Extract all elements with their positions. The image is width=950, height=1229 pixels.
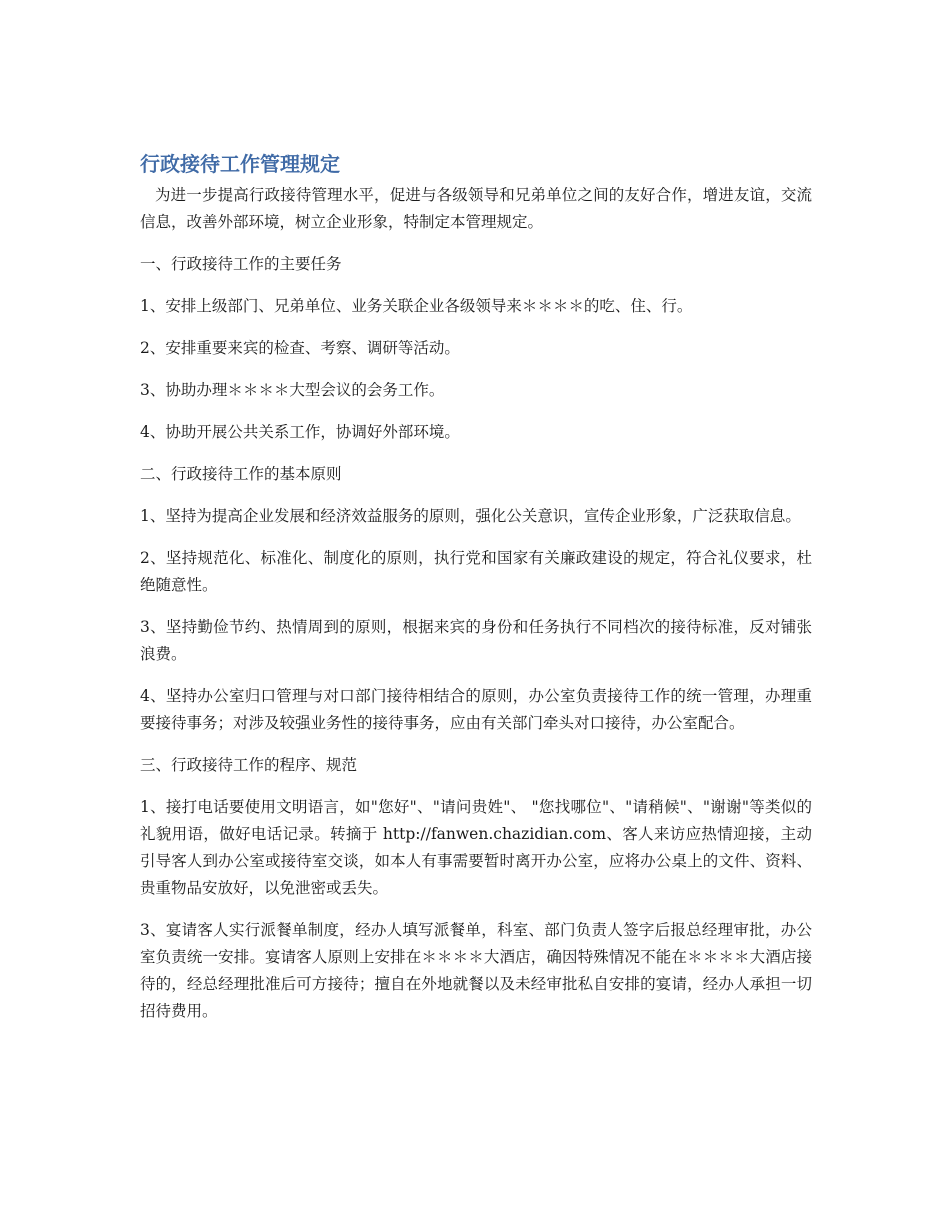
- section-heading-3: 三、行政接待工作的程序、规范: [140, 756, 358, 774]
- section-heading-1: 一、行政接待工作的主要任务: [140, 255, 342, 273]
- paragraph: 3、坚持勤俭节约、热情周到的原则，根据来宾的身份和任务执行不同档次的接待标准，反对铺张浪费。: [140, 618, 812, 663]
- document-title: 行政接待工作管理规定: [140, 152, 340, 176]
- paragraph: 4、坚持办公室归口管理与对口部门接待相结合的原则，办公室负责接待工作的统一管理，办理重要接待事务；对涉及较强业务性的接待事务，应由有关部门牵头对口接待，办公室配合。: [140, 687, 812, 732]
- document-page: [140, 150, 812, 1040]
- paragraph: 2、安排重要来宾的检查、考察、调研等活动。: [140, 339, 460, 357]
- paragraph: 4、协助开展公共关系工作，协调好外部环境。: [140, 423, 460, 441]
- section-heading-2: 二、行政接待工作的基本原则: [140, 465, 342, 483]
- paragraph: 2、坚持规范化、标准化、制度化的原则，执行党和国家有关廉政建设的规定，符合礼仪要求，杜绝随意性。: [140, 549, 812, 594]
- paragraph: 3、宴请客人实行派餐单制度，经办人填写派餐单，科室、部门负责人签字后报总经理审批，办公室负责统一安排。宴请客人原则上安排在＊＊＊＊大酒店，确因特殊情况不能在＊＊＊＊大酒店接待的，经总经理批准后可方接待；擅自在外地就餐以及未经审批私自安排的宴请，经办人承担一切招待费用。: [140, 921, 812, 1020]
- paragraph: 1、坚持为提高企业发展和经济效益服务的原则，强化公关意识，宣传企业形象，广泛获取信息。: [140, 507, 801, 525]
- paragraph: 1、接打电话要使用文明语言，如"您好"、"请问贵姓"、 "您找哪位"、"请稍候"、"谢谢"等类似的礼貌用语，做好电话记录。转摘于 http://fanwen.chazidian.com、客人来访应热情迎接，主动引导客人到办公室或接待室交谈，如本人有事需要暂时离开办公室，应将办公桌上的文件、资料、贵重物品安放好，以免泄密或丢失。: [140, 798, 812, 897]
- paragraph: 3、协助办理＊＊＊＊大型会议的会务工作。: [140, 381, 445, 399]
- paragraph: 1、安排上级部门、兄弟单位、业务关联企业各级领导来＊＊＊＊的吃、住、行。: [140, 297, 693, 315]
- intro-paragraph: 为进一步提高行政接待管理水平，促进与各级领导和兄弟单位之间的友好合作，增进友谊，交流信息，改善外部环境，树立企业形象，特制定本管理规定。: [140, 186, 812, 231]
